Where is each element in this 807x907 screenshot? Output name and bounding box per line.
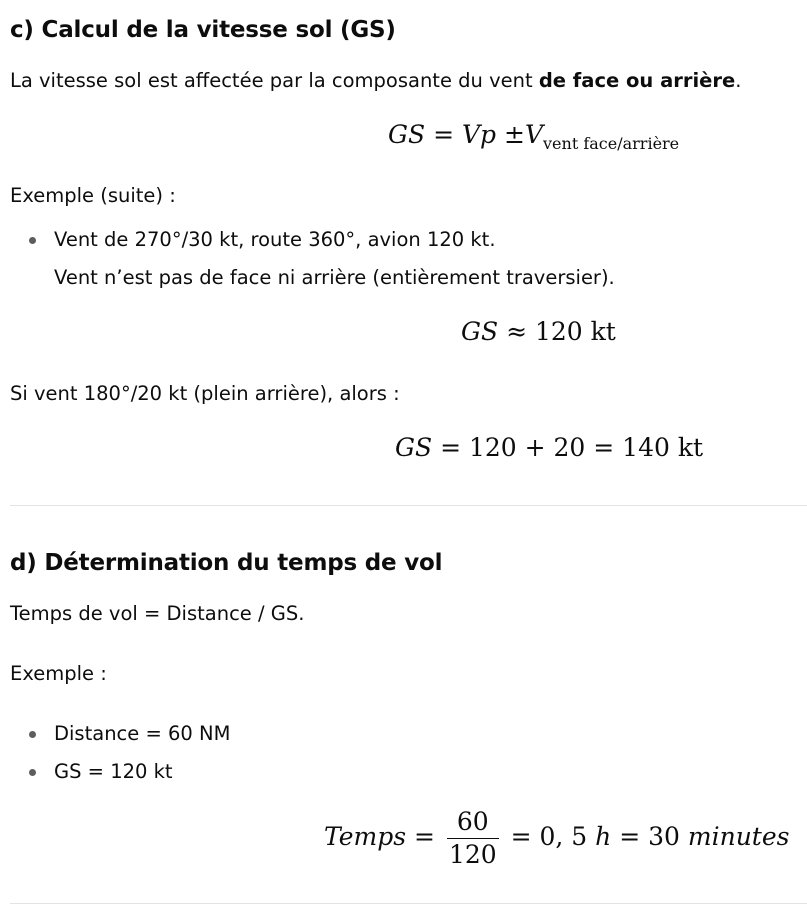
- formula-flight-time: [324, 806, 789, 871]
- formula-time-lhs: Temps: [324, 822, 407, 851]
- formula-gs-approx: [461, 317, 616, 346]
- formula-3-rest: = 120 + 20 = 140 kt: [440, 433, 704, 462]
- case-tailwind: Si vent 180°/20 kt (plein arrière), alors :: [10, 382, 400, 405]
- fraction-numerator: 60: [447, 806, 499, 839]
- section-d-definition: Temps de vol = Distance / GS.: [10, 602, 305, 625]
- formula-gs-general: [388, 120, 679, 153]
- intro-bold-text: de face ou arrière: [538, 69, 736, 92]
- formula-3-lhs: GS: [395, 433, 433, 462]
- formula-2-lhs: GS: [461, 317, 499, 346]
- bullet-gs: GS = 120 kt: [54, 760, 173, 783]
- section-divider: [10, 505, 807, 506]
- bullet-dot: [29, 769, 36, 776]
- section-d-heading: d) Détermination du temps de vol: [10, 550, 443, 576]
- formula-pm: ±: [503, 120, 525, 149]
- fraction: [447, 806, 499, 871]
- section-c-heading: c) Calcul de la vitesse sol (GS): [10, 17, 396, 43]
- bottom-divider: [10, 903, 807, 904]
- formula-v: V: [524, 120, 543, 149]
- fraction-denominator: 120: [448, 840, 497, 869]
- section-d-example-label: Exemple :: [10, 662, 107, 685]
- bullet-dot: [29, 237, 36, 244]
- formula-time-eq: =: [414, 822, 435, 851]
- bullet-distance: Distance = 60 NM: [54, 722, 231, 745]
- example-label: Exemple (suite) :: [10, 184, 176, 207]
- intro-suffix: .: [735, 69, 742, 92]
- formula-time-middle: = 0, 5: [510, 822, 588, 851]
- formula-vp: Vp: [461, 120, 497, 149]
- formula-2-rest: ≈ 120 kt: [506, 317, 616, 346]
- formula-eq: =: [433, 120, 455, 149]
- bullet-dot: [29, 731, 36, 738]
- formula-time-eq2: = 30: [619, 822, 680, 851]
- formula-time-hour: h: [595, 822, 612, 851]
- formula-lhs: GS: [388, 120, 426, 149]
- formula-gs-tailwind: [395, 433, 703, 462]
- bullet-wind-note: Vent n’est pas de face ni arrière (entièrement traversier).: [54, 266, 615, 289]
- formula-subscript: vent face/arrière: [543, 134, 680, 153]
- formula-time-unit: minutes: [687, 822, 790, 851]
- intro-text: La vitesse sol est affectée par la composante du vent: [10, 69, 539, 92]
- bullet-wind-data: Vent de 270°/30 kt, route 360°, avion 120 kt.: [54, 228, 496, 251]
- section-c-intro: [10, 67, 741, 95]
